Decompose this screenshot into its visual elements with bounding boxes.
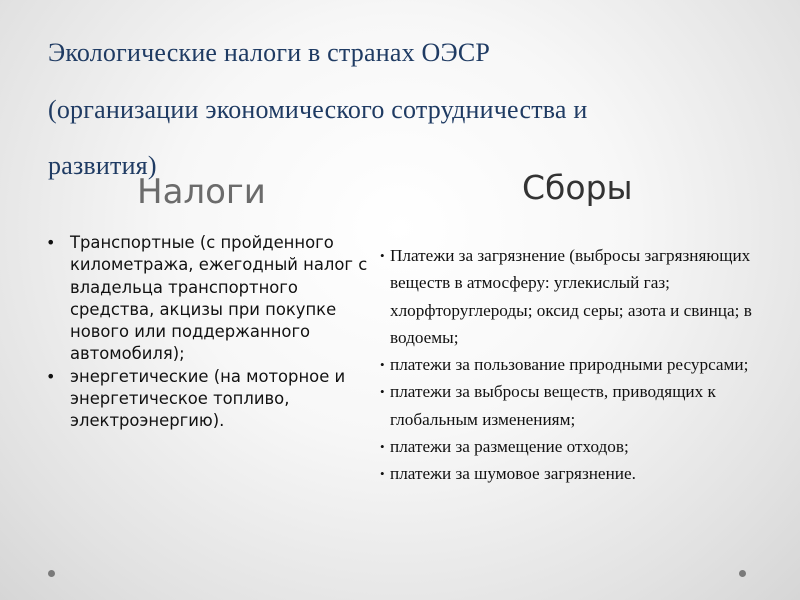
bullet-icon: • (46, 366, 56, 386)
taxes-list-item (46, 366, 376, 433)
taxes-item-energy-text: энергетические (на моторное и энергетическое топливо, электроэнергию). (70, 366, 346, 431)
fees-list (380, 242, 780, 488)
bullet-icon: • (380, 466, 385, 482)
fees-list-item (380, 351, 780, 378)
fees-item-global-emissions-text: платежи за выбросы веществ, приводящих к глобальным изменениям; (390, 382, 716, 429)
taxes-list (46, 232, 376, 433)
slide-title-line-1: Экологические налоги в странах ОЭСР (48, 38, 491, 67)
taxes-item-transport-text: Транспортные (с пройденного километража, ежегодный налог с владельца транспортного средства, акцизы при покупке нового или поддержанного автомобиля); (70, 233, 368, 364)
fees-list-item (380, 460, 780, 487)
fees-item-waste-text: платежи за размещение отходов; (390, 437, 629, 457)
slide-title-line-2: (организации экономического сотрудничества и (48, 95, 588, 124)
next-slide-dot-icon[interactable] (739, 570, 746, 577)
fees-heading: Сборы (522, 168, 633, 207)
bullet-icon: • (380, 439, 385, 455)
bullet-icon: • (380, 384, 385, 400)
slide-title-line-3: развития) (48, 151, 157, 180)
fees-item-pollution-text: Платежи за загрязнение (выбросы загрязняющих веществ в атмосферу: углекислый газ; хлорфторуглероды; оксид серы; азота и свинца; в водоемы; (390, 246, 752, 347)
taxes-list-item (46, 232, 376, 366)
previous-slide-dot-icon[interactable] (48, 570, 55, 577)
taxes-heading: Налоги (137, 172, 266, 212)
fees-list-item (380, 378, 780, 433)
fees-item-resources-text: платежи за пользование природными ресурсами; (390, 355, 749, 375)
bullet-icon: • (380, 248, 385, 263)
fees-list-item (380, 433, 780, 460)
bullet-icon: • (380, 357, 385, 373)
fees-item-noise-text: платежи за шумовое загрязнение. (390, 464, 636, 484)
fees-list-item (380, 242, 780, 351)
bullet-icon: • (46, 233, 56, 252)
